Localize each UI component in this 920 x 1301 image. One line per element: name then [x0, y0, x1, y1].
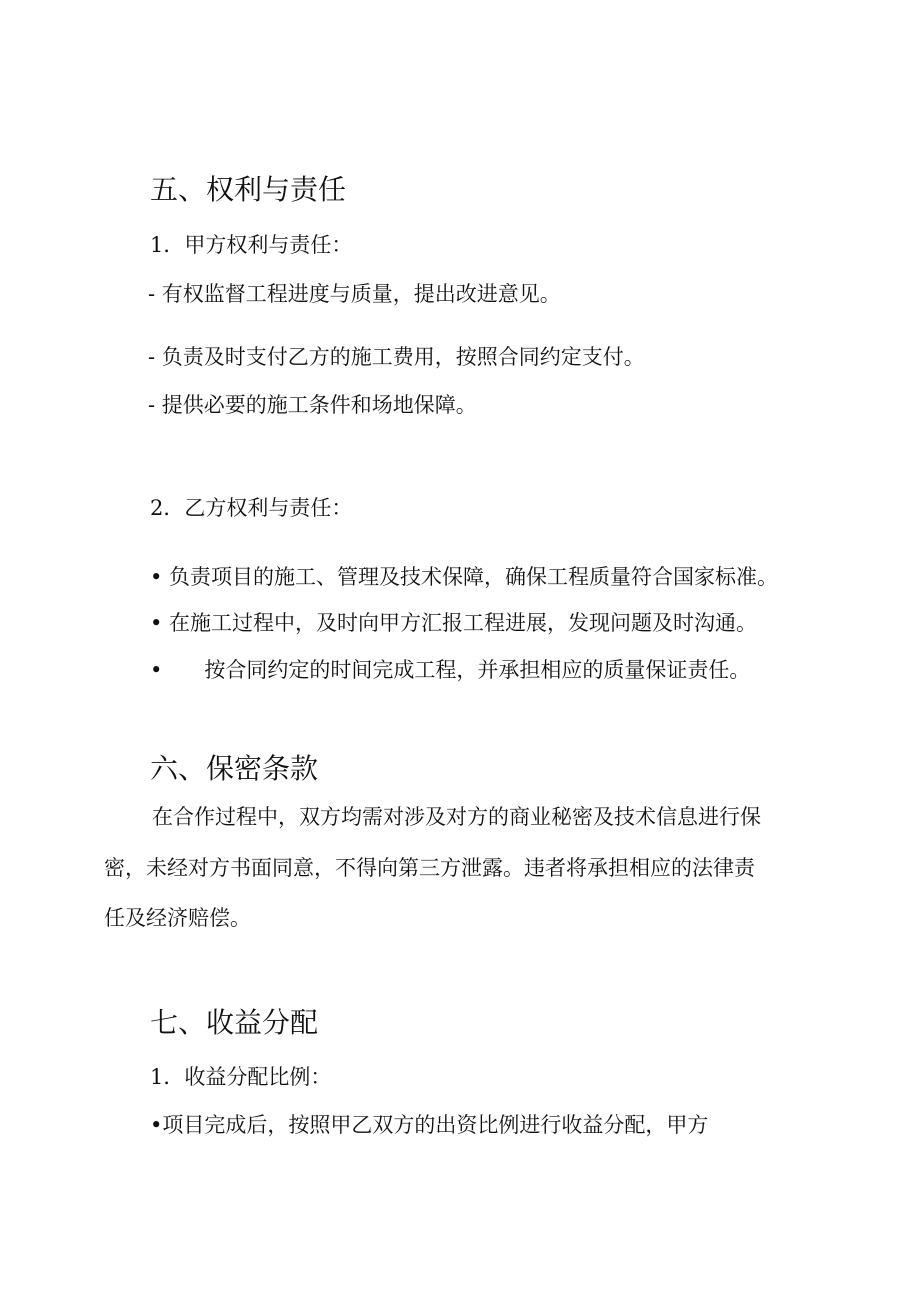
section-5-item-1-bullet-2: - 负责及时支付乙方的施工费用，按照合同约定支付。: [148, 345, 645, 369]
section-5-item-2-bullet-2: • 在施工过程中，及时向甲方汇报工程进展，发现问题及时沟通。: [150, 611, 758, 635]
section-6-heading: 六、保密条款: [150, 752, 319, 785]
section-7-item-1-bullet-1: •项目完成后，按照甲乙双方的出资比例进行收益分配，甲方: [150, 1113, 709, 1137]
bullet-mark: •: [150, 658, 163, 682]
section-5-item-2-bullet-3: [150, 656, 750, 684]
section-7-item-1-label: 1．收益分配比例：: [150, 1065, 332, 1089]
bullet-text: 按合同约定的时间完成工程，并承担相应的质量保证责任。: [204, 658, 751, 682]
section-5-item-2-label: 2．乙方权利与责任：: [150, 496, 353, 520]
section-7-heading: 七、收益分配: [150, 1006, 319, 1039]
section-5-item-1-bullet-3: - 提供必要的施工条件和场地保障。: [148, 393, 477, 417]
section-5-item-2-bullet-1: • 负责项目的施工、管理及技术保障，确保工程质量符合国家标准。: [150, 565, 779, 589]
section-5-item-1-bullet-1: - 有权监督工程进度与质量，提出改进意见。: [148, 282, 561, 306]
section-5-heading: 五、权利与责任: [150, 173, 347, 206]
section-6-paragraph-line-2: 密，未经对方书面同意，不得向第三方泄露。违者将承担相应的法律责: [104, 856, 755, 880]
section-6-paragraph-line-3: 任及经济赔偿。: [104, 906, 251, 930]
section-6-paragraph-line-1: 在合作过程中，双方均需对涉及对方的商业秘密及技术信息进行保: [152, 805, 761, 829]
section-5-item-1-label: 1．甲方权利与责任：: [150, 233, 353, 257]
